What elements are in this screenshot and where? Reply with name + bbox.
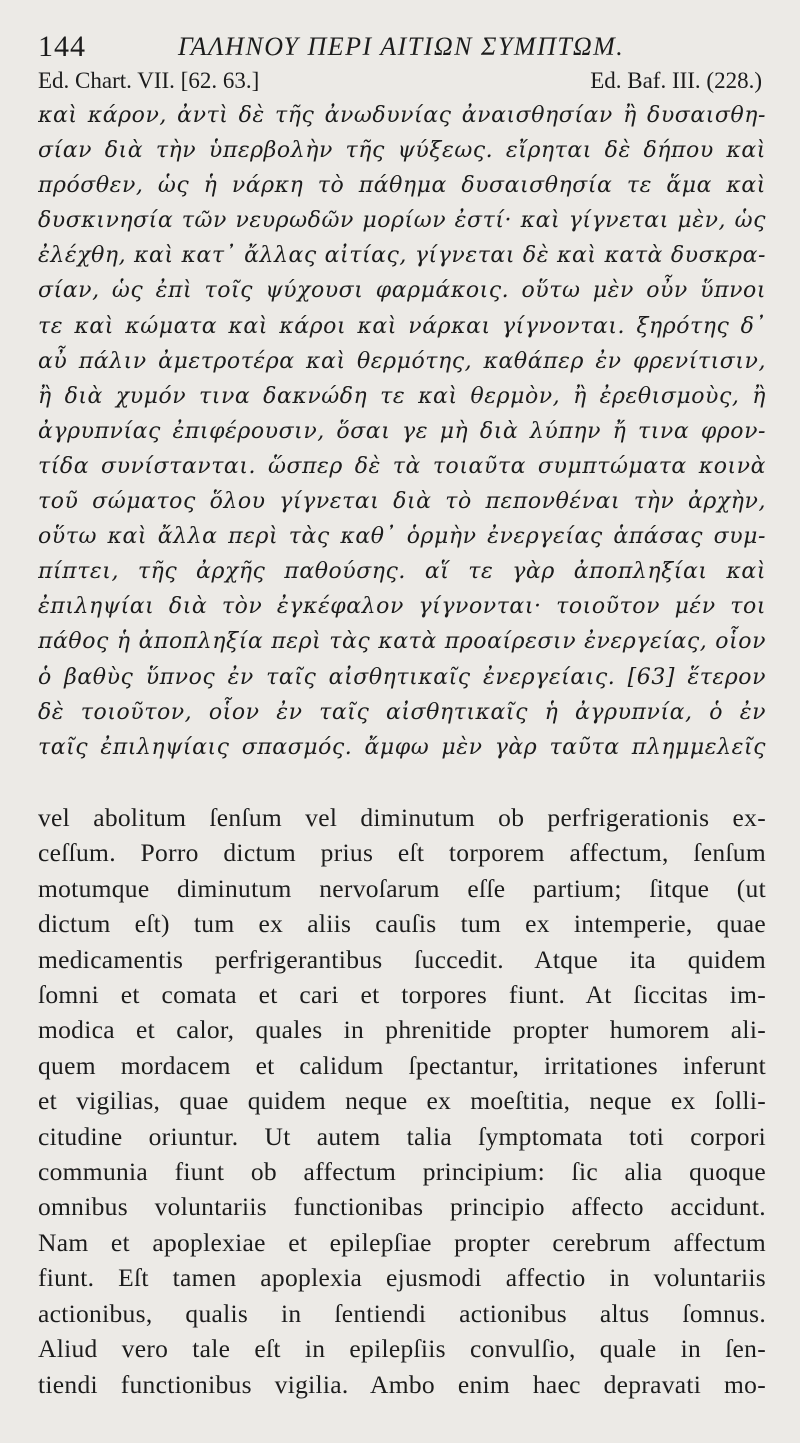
greek-line: τοῦ σώματος ὅλου γίγνεται διὰ τὸ πεπονθέναι τὴν ἀρχὴν, <box>38 489 766 515</box>
running-head <box>38 24 766 68</box>
page-number: 144 <box>38 30 86 63</box>
edition-reference-line <box>38 68 766 98</box>
greek-line: ἢ διὰ χυμόν τινα δακνώδη τε καὶ θερμὸν, ἢ ἐρεθισμοὺς, ἢ <box>38 383 766 409</box>
latin-line: medicamentis perfrigerantibus ſuccedit. Atque ita quidem <box>38 944 766 974</box>
latin-line: modica et calor, quales in phrenitide propter humorem ali- <box>38 1015 766 1045</box>
greek-line: αὖ πάλιν ἀμετροτέρα καὶ θερμότης, καθάπερ ἐν φρενίτισιν, <box>38 348 766 374</box>
greek-line: δὲ τοιοῦτον, οἷον ἐν ταῖς αἰσθητικαῖς ἡ ἀγρυπνία, ὁ ἐν <box>38 699 766 725</box>
latin-line: Aliud vero tale eſt in epilepſiis convulſio, quale in ſen- <box>38 1334 766 1364</box>
greek-line: καὶ κάρον, ἀντὶ δὲ τῆς ἀνωδυνίας ἀναισθησίαν ἢ δυσαισθη- <box>38 103 766 128</box>
latin-line: Nam et apoplexiae et epilepſiae propter cerebrum affectum <box>38 1227 766 1257</box>
greek-line: ἐπιληψίαι διὰ τὸν ἐγκέφαλον γίγνονται· τοιοῦτον μέν τοι <box>38 594 766 620</box>
greek-line: ὁ βαθὺς ὕπνος ἐν ταῖς αἰσθητικαῖς ἐνεργείαις. [63] ἕτερον <box>38 664 766 690</box>
latin-line: omnibus voluntariis functionibas principio affecto accidunt. <box>38 1192 766 1222</box>
greek-line: ταῖς ἐπιληψίαις σπασμός. ἄμφω μὲν γὰρ ταῦτα πλημμελεῖς <box>38 734 766 760</box>
latin-line: tiendi functionibus vigilia. Ambo enim haec depravati mo- <box>38 1369 766 1399</box>
edition-reference-basel: Ed. Baf. III. (228.) <box>590 68 762 93</box>
greek-line: οὕτω καὶ ἄλλα περὶ τὰς καθ᾿ ὁρμὴν ἐνεργείας ἁπάσας συμ- <box>38 524 766 550</box>
latin-line: et vigilias, quae quidem neque ex moeſtitia, neque ex ſolli- <box>38 1086 766 1116</box>
greek-line: πάθος ἡ ἀποπληξία περὶ τὰς κατὰ προαίρεσιν ἐνεργείας, οἷον <box>38 629 766 655</box>
latin-line: citudine oriuntur. Ut autem talia ſymptomata toti corpori <box>38 1121 766 1151</box>
greek-line: ἀγρυπνίας ἐπιφέρουσιν, ὅσαι γε μὴ διὰ λύπην ἤ τινα φρον- <box>38 418 766 444</box>
greek-line: τε καὶ κώματα καὶ κάροι καὶ νάρκαι γίγνονται. ξηρότης δ᾿ <box>38 313 766 339</box>
latin-line: fiunt. Eſt tamen apoplexia ejusmodi affectio in voluntariis <box>38 1263 766 1293</box>
greek-line: σίαν, ὡς ἐπὶ τοῖς ψύχουσι φαρμάκοις. οὕτω μὲν οὖν ὕπνοι <box>38 278 766 304</box>
greek-line: πίπτει, τῆς ἀρχῆς παθούσης. αἵ τε γὰρ ἀποπληξίαι καὶ <box>38 559 766 585</box>
latin-line: communia fiunt ob affectum principium: ſic alia quoque <box>38 1157 766 1187</box>
greek-line: πρόσθεν, ὡς ἡ νάρκη τὸ πάθημα δυσαισθησία τε ἅμα καὶ <box>38 173 766 199</box>
latin-line: ſomni et comata et cari et torpores fiunt. At ſiccitas im- <box>38 980 766 1010</box>
greek-line: τίδα συνίστανται. ὥσπερ δὲ τὰ τοιαῦτα συμπτώματα κοινὰ <box>38 453 766 479</box>
latin-line: motumque diminutum nervoſarum eſſe partium; ſitque (ut <box>38 873 766 903</box>
latin-line: actionibus, qualis in ſentiendi actionibus altus ſomnus. <box>38 1298 766 1328</box>
latin-text-block <box>38 800 766 1402</box>
greek-line: ἐλέχθη, καὶ κατ᾿ ἄλλας αἰτίας, γίγνεται δὲ καὶ κατὰ δυσκρα- <box>38 243 766 269</box>
latin-line: dictum eſt) tum ex aliis cauſis tum ex intemperie, quae <box>38 909 766 939</box>
greek-line: σίαν διὰ τὴν ὑπερβολὴν τῆς ψύξεως. εἴρηται δὲ δήπου καὶ <box>38 138 766 164</box>
greek-line: δυσκινησία τῶν νευρωδῶν μορίων ἐστί· καὶ γίγνεται μὲν, ὡς <box>38 208 766 234</box>
latin-line: vel abolitum ſenſum vel diminutum ob perfrigerationis ex- <box>38 803 766 832</box>
running-title: ΓΑΛΗΝΟΥ ΠΕΡΙ ΑΙΤΙΩΝ ΣΥΜΠΤΩΜ. <box>178 32 625 61</box>
latin-line: ceſſum. Porro dictum prius eſt torporem affectum, ſenſum <box>38 838 766 868</box>
greek-text-block <box>38 98 766 765</box>
edition-reference-chartier: Ed. Chart. VII. [62. 63.] <box>38 68 260 93</box>
latin-line: quem mordacem et calidum ſpectantur, irritationes inferunt <box>38 1050 766 1080</box>
